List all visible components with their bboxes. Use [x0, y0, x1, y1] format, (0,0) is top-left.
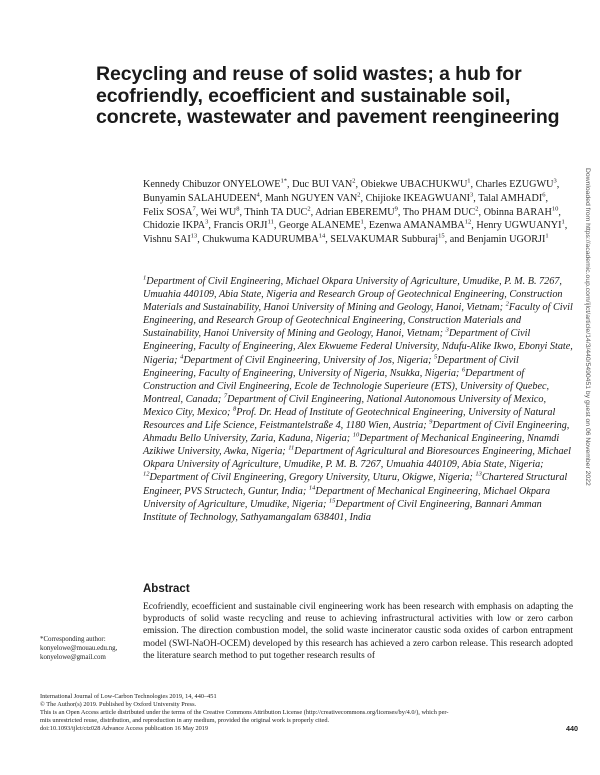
affiliation-list	[143, 275, 573, 524]
affiliation-text: Department of Civil Engineering, Ahmadu Bello University, Zaria, Kaduna, Nigeria;	[143, 420, 570, 445]
article-title: Recycling and reuse of solid wastes; a hub for ecofriendly, ecoefficient and sustainable soil, concrete, wastewater and pavement reengineering	[96, 63, 560, 128]
affiliation-text: Department of Mechanical Engineering, Michael Okpara University of Agriculture, Umudike, Nigeria;	[143, 485, 551, 510]
affiliation-text: Department of Construction and Civil Engineering, Ecole de Technologie Superieure (ETS), University of Quebec, Montreal, Canada;	[143, 367, 550, 405]
affiliation-text: Department of Civil Engineering, Gregory University, Uturu, Okigwe, Nigeria;	[149, 472, 473, 484]
author-affiliation-mark: 2	[357, 191, 361, 199]
author-name: Henry UGWUANYI$^1$	[476, 219, 565, 232]
author-name: Obiekwe UBACHUKWU$^1$	[360, 177, 471, 190]
corresponding-label: *Corresponding author:	[40, 636, 106, 643]
author-name: Charles EZUGWU$^3$	[475, 177, 557, 190]
corresponding-email-1[interactable]: konyelowe@mouau.edu.ng,	[40, 644, 118, 652]
author-name: Benjamin UGORJI$^1$	[467, 232, 549, 246]
author-name: Chukwuma KADURUMBA$^{14}$	[202, 232, 326, 246]
author-name: Manh NGUYEN VAN$^2$	[264, 191, 361, 204]
affiliation-mark: 1	[143, 274, 147, 282]
affiliation-text: Department of Civil Engineering, National Autonomous University of Mexico, Mexico City, Mexico;	[143, 393, 547, 418]
author-affiliation-mark: 11	[267, 219, 274, 226]
affiliation-text: Department of Civil Engineering, Michael Okpara University of Agriculture, Umudike, P. M. B. 7267, Umuahia 440109, Abia State, Nigeria and Research Group of Geotechnical Engineering, Construction Materials and Sustainability, Hanoi University of Mining and Geology, Hanoi, Vietnam;	[143, 276, 563, 314]
author-affiliation-mark: 12	[464, 219, 472, 226]
footer-journal: International Journal of Low-Carbon Technologies 2019, 14, 440–451	[40, 693, 217, 700]
author-name: George ALANEME$^1$	[278, 219, 364, 232]
author-name: Kennedy Chibuzor $ONYELOWE^{1*}$	[143, 177, 287, 190]
author-name: Francis ORJI$^{11}$	[213, 219, 274, 232]
author-name: Thinh TA DUC$^2$	[244, 205, 311, 218]
author-affiliation-mark: 10	[551, 205, 559, 213]
author-affiliation-mark: 3	[553, 177, 557, 185]
affiliation-text: Department of Mechanical Engineering, Nnamdi Azikiwe University, Awka, Nigeria;	[143, 433, 560, 458]
abstract-heading: Abstract	[143, 583, 190, 595]
page-number: 440	[566, 724, 578, 733]
author-affiliation-mark: 1	[561, 219, 565, 226]
download-side-text: Downloaded from https://academic.oup.com/ijlct/article/14/3/440/5490451 by guest on 06 November 2022	[584, 168, 591, 486]
footer-license-cont: mits unrestricted reuse, distribution, and reproduction in any medium, provided the original work is properly cited.	[40, 717, 330, 725]
author-name: Ezenwa AMANAMBA$^{12}$	[368, 219, 472, 232]
affiliation-mark: 11	[288, 444, 295, 452]
affiliation-mark: 7	[223, 392, 228, 400]
author-affiliation-mark: 3	[205, 219, 209, 226]
author-name: Adrian EBEREMU$^9$	[315, 205, 398, 218]
author-name: Wei $WU^8$	[200, 205, 240, 218]
author-affiliation-mark: 6	[542, 191, 546, 199]
author-affiliation-mark: 3	[470, 191, 474, 199]
affiliation-mark: 9	[429, 418, 433, 426]
download-side-note	[580, 168, 594, 608]
author-affiliation-mark: 1	[545, 232, 549, 240]
author-affiliation-mark: 2	[352, 177, 356, 185]
affiliation-mark: 2	[505, 300, 509, 308]
author-affiliation-mark: 1	[467, 177, 471, 185]
author-name: Duc BUI VAN$^2$	[292, 177, 356, 190]
affiliation-text: Department of Civil Engineering, University of Jos, Nigeria;	[183, 354, 432, 366]
author-affiliation-mark: 7	[192, 205, 196, 213]
affiliation-text: Department of Civil Engineering, Faculty of Engineering, Alex Ekwueme Federal University, Ndufu-Alike Ikwo, Ebonyi State, Nigeria;	[143, 328, 573, 366]
affiliation-mark: 14	[308, 484, 316, 492]
footer-doi: doi:10.1093/ijlct/ctz028 Advance Access publication 16 May 2019	[40, 725, 209, 733]
author-name: Vishnu SAI$^{13}$	[143, 232, 198, 246]
journal-footer	[40, 693, 580, 733]
author-affiliation-mark: 4	[256, 191, 260, 199]
abstract-text: Ecofriendly, ecoefficient and sustainable civil engineering work has been research with emphasis on adapting the byproducts of solid waste recycling and reuse to achieving infrastructural activities with low or zero carbon emission. The direction combustion model, the solid waste incinerator caustic soda oxides of carbon entrapment model (SWI-NaOH-OCEM) developed by this research has achieved a zero carbon release. This research adopted the literature search method to put together research results of	[143, 602, 573, 661]
footer-copyright: © The Author(s) 2019. Published by Oxford University Press.	[40, 701, 197, 709]
affiliation-mark: 13	[475, 471, 482, 479]
corresponding-author-note	[40, 636, 140, 662]
affiliation-mark: 3	[445, 326, 449, 334]
affiliation-text: Department of Agricultural and Bioresources Engineering, Michael Okpara University of Agriculture, Umudike, P. M. B. 7267, Umuahia 440109, Abia State, Nigeria;	[143, 446, 571, 471]
affiliation-mark: 5	[434, 353, 438, 361]
affiliation-text: Faculty of Civil Engineering, and Research Group of Geotechnical Engineering, Construction Materials and Sustainability, Hanoi University of Mining and Geology, Hanoi, Vietnam;	[143, 302, 573, 340]
affiliation-text: Department of Civil Engineering, Bannari Amman Institute of Technology, Sathyamangalam 638401, India	[143, 498, 542, 523]
author-name: Bunyamin SALAHUDEEN$^4$	[143, 191, 260, 204]
affiliation-mark: 15	[328, 497, 336, 505]
author-name: SELVAKUMAR Subburaj$^{15}$	[330, 232, 445, 246]
author-affiliation-mark: 2	[475, 205, 479, 213]
affiliation-entry	[143, 276, 563, 313]
affiliation-mark: 12	[143, 471, 150, 479]
affiliation-mark: 10	[352, 431, 360, 439]
author-affiliation-mark: 1	[360, 219, 364, 226]
author-affiliation-mark: 13	[190, 232, 198, 240]
author-affiliation-mark: 8	[236, 205, 240, 213]
author-name: Tho PHAM DUC$^2$	[402, 205, 479, 218]
affiliation-mark: 8	[232, 405, 237, 413]
author-name: Talal AMHADI$^6$	[478, 191, 546, 204]
author-affiliation-mark: 15	[438, 232, 445, 240]
footer-license: This is an Open Access article distributed under the terms of the Creative Commons Attribution License (http://creativecommons.org/licenses/by/4.0/), which per-	[40, 709, 449, 717]
affiliation-text: Department of Civil Engineering, Faculty of Engineering, University of Nigeria, Nsukka, Nigeria;	[143, 354, 519, 379]
author-name: Obinna BARAH$^{10}$	[483, 205, 559, 218]
affiliation-mark: 4	[180, 353, 184, 361]
affiliation-text: Prof. Dr. Head of Institute of Geotechnical Engineering, University of Natural Resources and Life Science, Feistmantelstraße 4, 1180 Wien, Austria;	[143, 406, 556, 432]
affiliation-entry	[143, 472, 473, 483]
author-list: Kennedy Chibuzor $ONYELOWE^{1*}$, Duc BUI VAN$^2$, Obiekwe UBACHUKWU$^1$, Charles EZUGWU$^3$, Bunyamin SALAHUDEEN$^4$, Manh NGUYEN VAN$^2$, Chijioke IKEAGWUANI$^3$, Talal AMHADI$^6$, Felix SOSA$^7$, Wei $WU^8$, Thinh TA DUC$^2$, Adrian EBEREMU$^9$, Tho PHAM DUC$^2$, Obinna BARAH$^{10}$, Chidozie IKPA$^3$, Francis ORJI$^{11}$, George ALANEME$^1$, Ezenwa AMANAMBA$^{12}$, Henry UGWUANYI$^1$, Vishnu SAI$^{13}$, Chukwuma KADURUMBA$^{14}$, SELVAKUMAR Subburaj$^{15}$, and Benjamin UGORJI$^1$	[143, 177, 568, 246]
affiliation-text: Chartered Structural Engineer, PVS Structech, Guntur, India;	[143, 472, 568, 497]
corresponding-email-2[interactable]: konyelowe@gmail.com	[40, 653, 106, 661]
author-affiliation-mark: 14	[318, 232, 326, 240]
affiliation-entry	[180, 355, 431, 366]
author-name: Felix SOSA$^7$	[143, 205, 196, 218]
author-affiliation-mark: 2	[307, 205, 311, 213]
author-joiner: and	[449, 234, 467, 246]
author-name: Chidozie IKPA$^3$	[143, 219, 209, 232]
author-affiliation-mark: 9	[394, 205, 398, 213]
author-name: Chijioke IKEAGWUANI$^3$	[365, 191, 474, 204]
affiliation-mark: 6	[461, 366, 466, 374]
author-affiliation-mark: 1*	[280, 177, 287, 185]
